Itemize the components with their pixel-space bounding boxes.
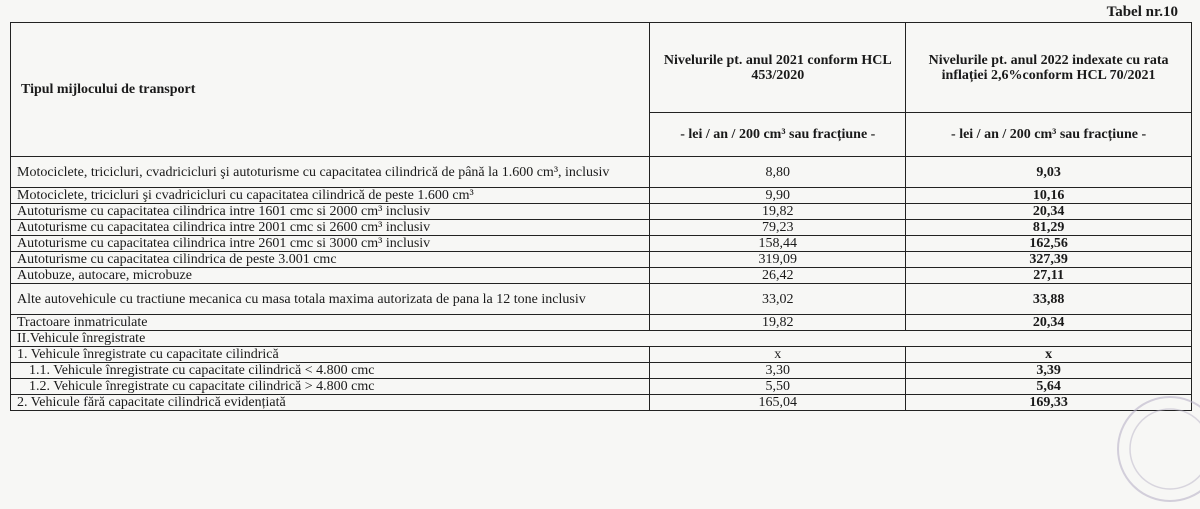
value-2022: 9,03 xyxy=(906,157,1192,188)
table-row xyxy=(11,204,1192,220)
value-2021: 19,82 xyxy=(650,204,906,220)
row-name: Autoturisme cu capacitatea cilindrica intre 2001 cmc si 2600 cm³ inclusiv xyxy=(11,220,650,236)
table-row xyxy=(11,315,1192,331)
table-caption: Tabel nr.10 xyxy=(1106,4,1178,20)
value-2022: 33,88 xyxy=(906,284,1192,315)
table-row xyxy=(11,220,1192,236)
value-2021: 8,80 xyxy=(650,157,906,188)
row-name: Autobuze, autocare, microbuze xyxy=(11,268,650,284)
value-2022: 169,33 xyxy=(906,395,1192,411)
value-2021: 5,50 xyxy=(650,379,906,395)
row-name: Autoturisme cu capacitatea cilindrica intre 2601 cmc si 3000 cm³ inclusiv xyxy=(11,236,650,252)
value-2022: 327,39 xyxy=(906,252,1192,268)
row-name: Alte autovehicule cu tractiune mecanica cu masa totala maxima autorizata de pana la 12 tone inclusiv xyxy=(11,284,650,315)
value-2021: 19,82 xyxy=(650,315,906,331)
row-name: 1.2. Vehicule înregistrate cu capacitate cilindrică > 4.800 cmc xyxy=(11,379,650,395)
table-body-section2 xyxy=(11,347,1192,411)
value-2021: 9,90 xyxy=(650,188,906,204)
value-2022: 20,34 xyxy=(906,204,1192,220)
row-name: Tractoare inmatriculate xyxy=(11,315,650,331)
value-2022: 3,39 xyxy=(906,363,1192,379)
table-row xyxy=(11,236,1192,252)
row-name: 1.1. Vehicule înregistrate cu capacitate cilindrică < 4.800 cmc xyxy=(11,363,650,379)
table-row xyxy=(11,347,1192,363)
row-name: Autoturisme cu capacitatea cilindrica intre 1601 cmc si 2000 cm³ inclusiv xyxy=(11,204,650,220)
table-row xyxy=(11,395,1192,411)
value-2022: 162,56 xyxy=(906,236,1192,252)
row-name: 2. Vehicule fără capacitate cilindrică evidențiată xyxy=(11,395,650,411)
table-body xyxy=(11,157,1192,331)
value-2021: 79,23 xyxy=(650,220,906,236)
table-row xyxy=(11,363,1192,379)
value-2022: 5,64 xyxy=(906,379,1192,395)
row-name: Autoturisme cu capacitatea cilindrica de peste 3.001 cmc xyxy=(11,252,650,268)
value-2022: 81,29 xyxy=(906,220,1192,236)
value-2022: 20,34 xyxy=(906,315,1192,331)
table-row xyxy=(11,284,1192,315)
stamp-seal xyxy=(1110,389,1200,509)
table-row xyxy=(11,268,1192,284)
value-2021: 165,04 xyxy=(650,395,906,411)
table-row xyxy=(11,157,1192,188)
value-2021: 158,44 xyxy=(650,236,906,252)
table-row xyxy=(11,379,1192,395)
value-2021: 26,42 xyxy=(650,268,906,284)
header-2022: Nivelurile pt. anul 2022 indexate cu rata inflației 2,6%conform HCL 70/2021 xyxy=(906,23,1192,113)
value-2021: 3,30 xyxy=(650,363,906,379)
row-name: Motociclete, tricicluri, cvadricicluri şi autoturisme cu capacitatea cilindrică de până la 1.600 cm³, inclusiv xyxy=(11,157,650,188)
section-title: II.Vehicule înregistrate xyxy=(11,331,1192,347)
header-2021: Nivelurile pt. anul 2021 conform HCL 453/2020 xyxy=(650,23,906,113)
value-2021: 319,09 xyxy=(650,252,906,268)
value-2022: 27,11 xyxy=(906,268,1192,284)
value-2021: 33,02 xyxy=(650,284,906,315)
header-type: Tipul mijlocului de transport xyxy=(11,23,650,157)
header-unit-2022: - lei / an / 200 cm³ sau fracțiune - xyxy=(906,113,1192,157)
value-2022: x xyxy=(906,347,1192,363)
row-name: 1. Vehicule înregistrate cu capacitate cilindrică xyxy=(11,347,650,363)
table-row xyxy=(11,188,1192,204)
value-2021: x xyxy=(650,347,906,363)
table-row xyxy=(11,252,1192,268)
value-2022: 10,16 xyxy=(906,188,1192,204)
header-unit-2021: - lei / an / 200 cm³ sau fracțiune - xyxy=(650,113,906,157)
row-name: Motociclete, tricicluri şi cvadricicluri cu capacitatea cilindrică de peste 1.600 cm³ xyxy=(11,188,650,204)
tax-table xyxy=(10,22,1192,411)
